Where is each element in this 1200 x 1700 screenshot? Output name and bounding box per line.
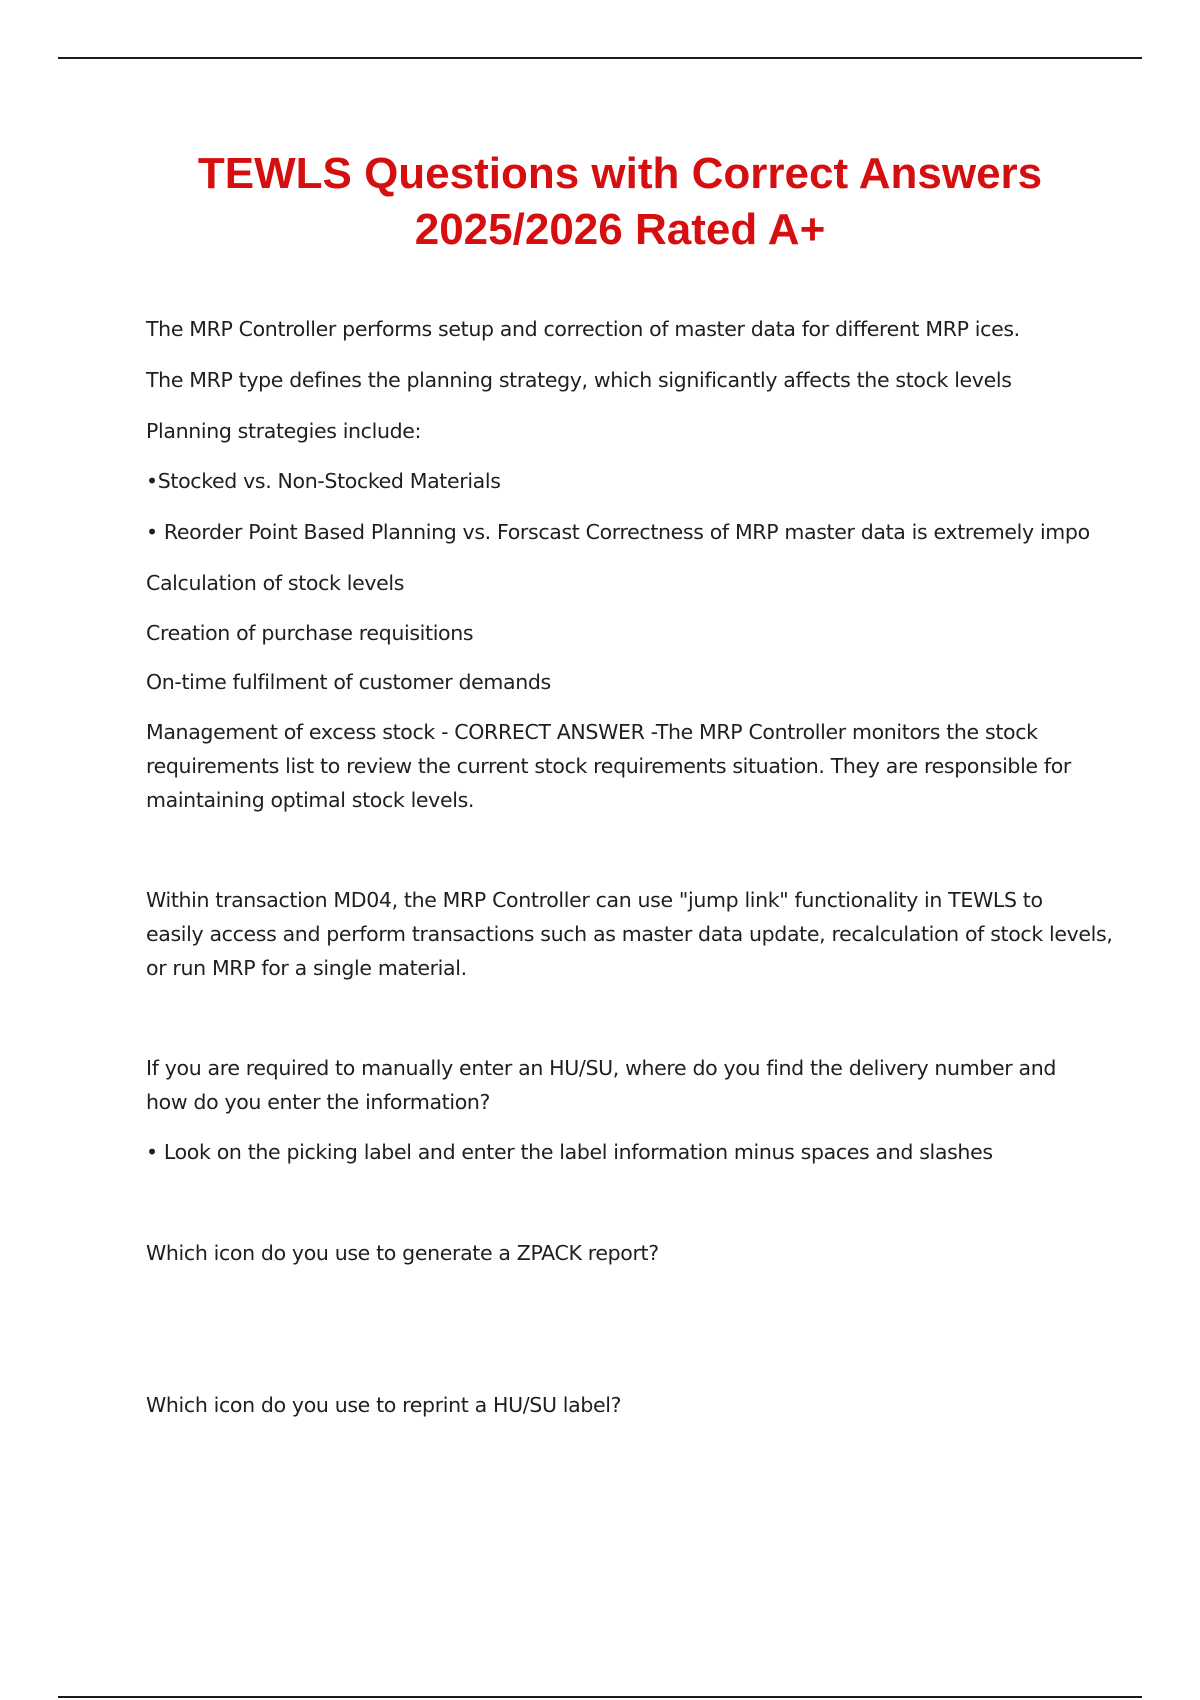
header-rule bbox=[58, 57, 1142, 59]
text-line: On-time fulfilment of customer demands bbox=[146, 670, 551, 694]
text-line: Creation of purchase requisitions bbox=[146, 621, 474, 645]
document-body bbox=[146, 312, 1113, 1422]
question-reprint-label bbox=[146, 1388, 1096, 1422]
text-line: The MRP Controller performs setup and correction of master data for different MRP ices. bbox=[146, 317, 1020, 341]
title-line-2: 2025/2026 Rated A+ bbox=[414, 205, 826, 254]
question-manual-hu-su bbox=[146, 1051, 1096, 1119]
text-line: Planning strategies include: bbox=[146, 419, 422, 443]
text-line: If you are required to manually enter an HU/SU, where do you find the delivery number and bbox=[146, 1056, 1057, 1080]
paragraph-calculation-stock bbox=[146, 566, 1096, 600]
title-line-1: TEWLS Questions with Correct Answers bbox=[197, 149, 1043, 198]
paragraph-excess-stock-answer bbox=[146, 715, 1096, 817]
text-line: requirements list to review the current stock requirements situation. They are responsible for bbox=[146, 754, 1071, 778]
text-line: or run MRP for a single material. bbox=[146, 956, 467, 980]
paragraph-planning-strategies bbox=[146, 414, 1096, 448]
answer-picking-label bbox=[146, 1135, 1096, 1169]
text-line: •Stocked vs. Non-Stocked Materials bbox=[146, 469, 501, 493]
paragraph-md04-jump-link bbox=[146, 883, 1113, 985]
text-line: Within transaction MD04, the MRP Controller can use "jump link" functionality in TEWLS to bbox=[146, 888, 1043, 912]
text-line: Calculation of stock levels bbox=[146, 571, 405, 595]
text-line: maintaining optimal stock levels. bbox=[146, 788, 475, 812]
text-line: Which icon do you use to reprint a HU/SU label? bbox=[146, 1393, 622, 1417]
question-zpack-report bbox=[146, 1236, 1096, 1270]
text-line: Management of excess stock - CORRECT ANSWER -The MRP Controller monitors the stock bbox=[146, 720, 1038, 744]
text-line: • Reorder Point Based Planning vs. Forscast Correctness of MRP master data is extremely impo bbox=[146, 520, 1090, 544]
paragraph-mrp-controller-setup bbox=[146, 312, 1096, 346]
paragraph-purchase-requisitions bbox=[146, 616, 1096, 650]
document-title bbox=[100, 146, 1140, 258]
paragraph-mrp-type bbox=[146, 363, 1096, 397]
text-line: The MRP type defines the planning strategy, which significantly affects the stock levels bbox=[146, 368, 1012, 392]
text-line: easily access and perform transactions such as master data update, recalculation of stock levels, bbox=[146, 922, 1113, 946]
footer-rule bbox=[58, 1696, 1142, 1698]
bullet-reorder-point bbox=[146, 515, 1096, 549]
bullet-stocked-materials bbox=[146, 464, 1096, 498]
text-line: • Look on the picking label and enter the label information minus spaces and slashes bbox=[146, 1140, 993, 1164]
text-line: how do you enter the information? bbox=[146, 1090, 491, 1114]
paragraph-customer-demands bbox=[146, 665, 1096, 699]
text-line: Which icon do you use to generate a ZPACK report? bbox=[146, 1241, 659, 1265]
